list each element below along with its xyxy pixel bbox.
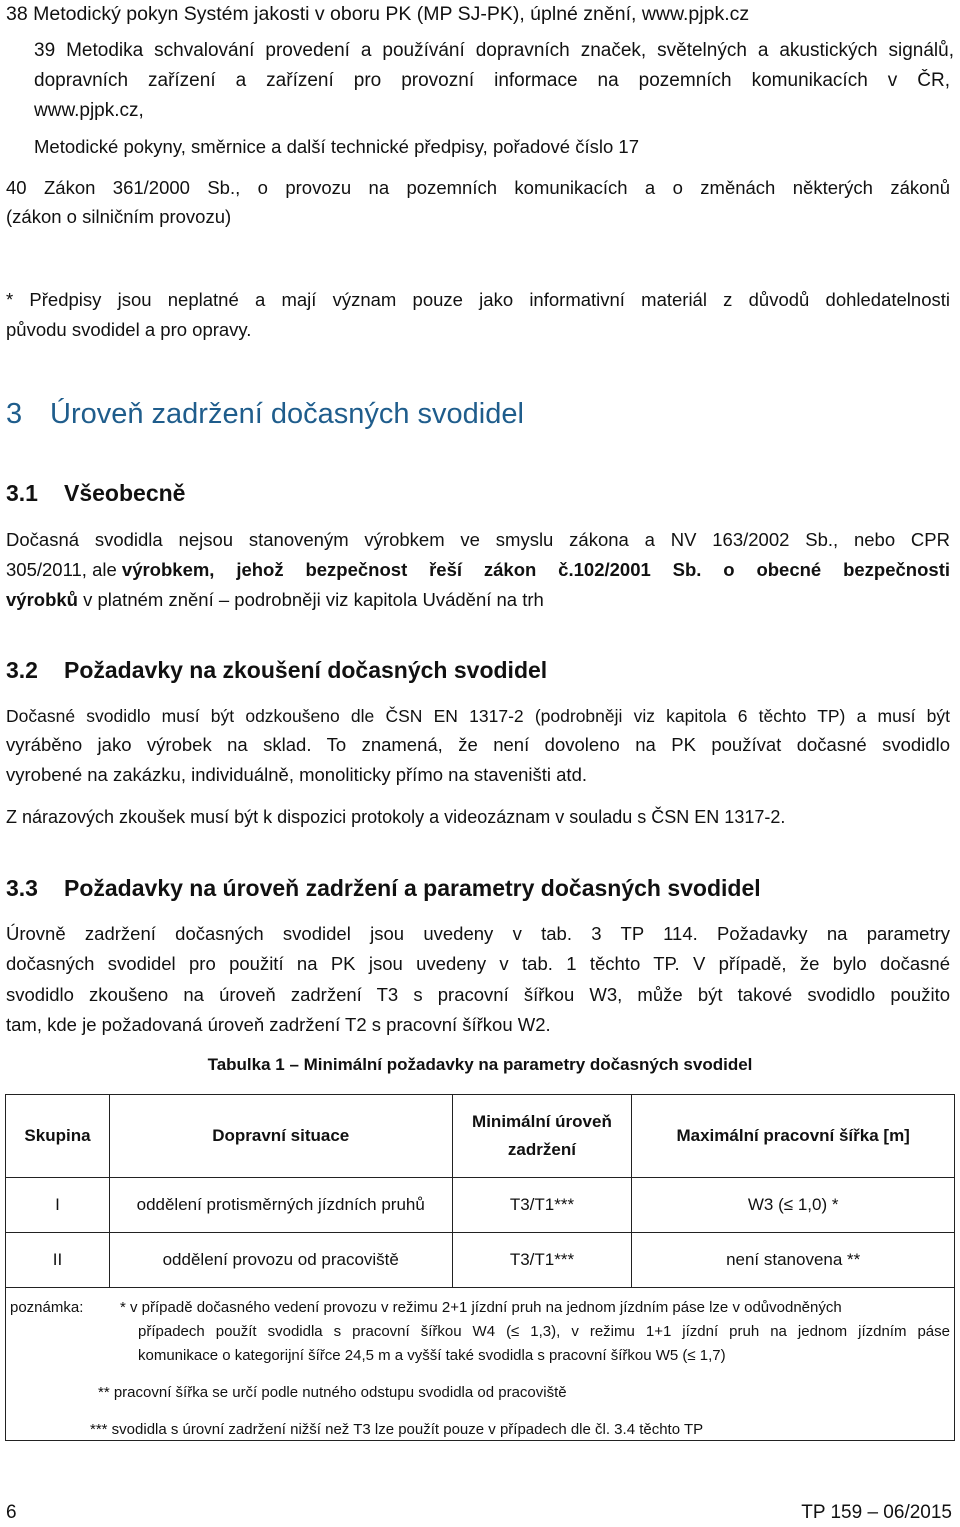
chapter-title: Úroveň zadržení dočasných svodidel [50,398,524,430]
note-2: ** pracovní šířka se určí podle nutného odstupu svodidla od pracoviště [98,1384,567,1401]
reference-40-line2: (zákon o silničním provozu) [6,206,232,227]
page-number: 6 [6,1502,17,1523]
cell-situation: oddělení provozu od pracoviště [109,1233,452,1288]
chapter-heading [6,396,524,432]
cell-group: II [6,1233,110,1288]
section-3-1-line1: Dočasná svodidla nejsou stanoveným výrobkem ve smyslu zákona a NV 163/2002 Sb., nebo CPR [6,529,950,550]
table-notes [6,1288,955,1441]
reference-38: 38 Metodický pokyn Systém jakosti v oboru PK (MP SJ-PK), úplné znění, www.pjpk.cz [6,3,750,25]
section-3-3-line2: dočasných svodidel pro použití na PK jsou uvedeny v tab. 1 těchto TP. V případě, že bylo dočasné [6,953,950,974]
note-1-line1: * v případě dočasného vedení provozu v režimu 2+1 jízdní pruh na jednom jízdním páse lze v odůvodněných [120,1299,842,1316]
section-title: Požadavky na úroveň zadržení a parametry dočasných svodidel [64,875,761,901]
section-3-1-line3-bold: výrobků [6,589,78,610]
section-3-3-line4: tam, kde je požadovaná úroveň zadržení T2 s pracovní šířkou W2. [6,1014,551,1035]
section-3-2-line3: vyrobené na zakázku, individuálně, monoliticky přímo na staveništi atd. [6,764,587,785]
section-3-1-line3-rest: v platném znění – podrobněji viz kapitola Uvádění na trh [77,589,544,610]
cell-width: není stanovena ** [632,1233,955,1288]
section-3-1-heading [6,478,185,508]
section-3-2-line4: Z nárazových zkoušek musí být k dispozici protokoly a videozáznam v souladu s ČSN EN 1317-2. [6,807,786,827]
reference-39-line4: Metodické pokyny, směrnice a další technické předpisy, pořadové číslo 17 [34,136,639,157]
header-width: Maximální pracovní šířka [m] [632,1095,955,1178]
note-3: *** svodidla s úrovní zadržení nižší než T3 lze použít pouze v případech dle čl. 3.4 těchto TP [90,1421,704,1438]
section-3-2-heading [6,655,547,685]
table-header-row [6,1095,955,1178]
section-number: 3.2 [6,657,38,683]
chapter-number: 3 [6,398,23,430]
section-3-2-line1: Dočasné svodidlo musí být odzkoušeno dle ČSN EN 1317-2 (podrobněji viz kapitola 6 těchto TP) a musí být [6,706,950,726]
section-3-1-line2 [6,558,950,582]
reference-39-line3: www.pjpk.cz, [34,100,144,121]
section-3-3-line1: Úrovně zadržení dočasných svodidel jsou uvedeny v tab. 3 TP 114. Požadavky na parametry [6,923,950,944]
requirements-table [5,1094,955,1441]
note-1-line3: komunikace o kategorijní šířce 24,5 m a vyšší také svodidla s pracovní šířkou W5 (≤ 1,7) [138,1347,726,1364]
cell-group: I [6,1178,110,1233]
header-situation: Dopravní situace [109,1095,452,1178]
disclaimer-line1: * Předpisy jsou neplatné a mají význam pouze jako informativní materiál z důvodů dohledatelnosti [6,289,950,310]
table-notes-row [6,1288,955,1441]
cell-width: W3 (≤ 1,0) * [632,1178,955,1233]
section-title: Všeobecně [64,480,186,506]
reference-39-line1: 39 Metodika schvalování provedení a používání dopravních značek, světelných a akustických signálů, [34,40,954,61]
section-3-2-line2: vyráběno jako výrobek na sklad. To znamená, že není dovoleno na PK používat dočasné svodidlo [6,734,950,755]
section-3-1-line2-bold: výrobkem, jehož bezpečnost řeší zákon č.102/2001 Sb. o obecné bezpečnosti [121,559,950,580]
reference-40-line1: 40 Zákon 361/2000 Sb., o provozu na pozemních komunikacích a o změnách některých zákonů [6,177,950,198]
disclaimer-line2: původu svodidel a pro opravy. [6,319,252,340]
cell-situation: oddělení protisměrných jízdních pruhů [109,1178,452,1233]
note-1-line2: případech použít svodidla s pracovní šířkou W4 (≤ 1,3), v režimu 1+1 jízdní pruh na jednom jízdním páse [138,1323,950,1340]
section-number: 3.1 [6,480,38,506]
section-title: Požadavky na zkoušení dočasných svodidel [64,657,548,683]
section-3-1-line3 [6,588,544,612]
cell-level: T3/T1*** [452,1178,632,1233]
cell-level: T3/T1*** [452,1233,632,1288]
section-number: 3.3 [6,875,38,901]
table-row [6,1233,955,1288]
header-group: Skupina [6,1095,110,1178]
notes-label: poznámka: [10,1299,84,1316]
table-row [6,1178,955,1233]
section-3-3-line3: svodidlo zkoušeno na úroveň zadržení T3 s pracovní šířkou W3, může být takové svodidlo použito [6,984,950,1005]
header-level-line1: Minimální úroveň [472,1112,612,1131]
header-level-line2: zadržení [507,1140,576,1159]
section-3-1-line2-plain: 305/2011, ale [6,559,122,580]
header-level [452,1095,632,1178]
reference-39-line2: dopravních zařízení a zařízení pro provozní informace na pozemních komunikacích v ČR, [34,70,950,91]
section-3-3-heading [6,873,761,903]
document-id: TP 159 – 06/2015 [801,1502,952,1523]
table-title: Tabulka 1 – Minimální požadavky na parametry dočasných svodidel [207,1055,753,1074]
